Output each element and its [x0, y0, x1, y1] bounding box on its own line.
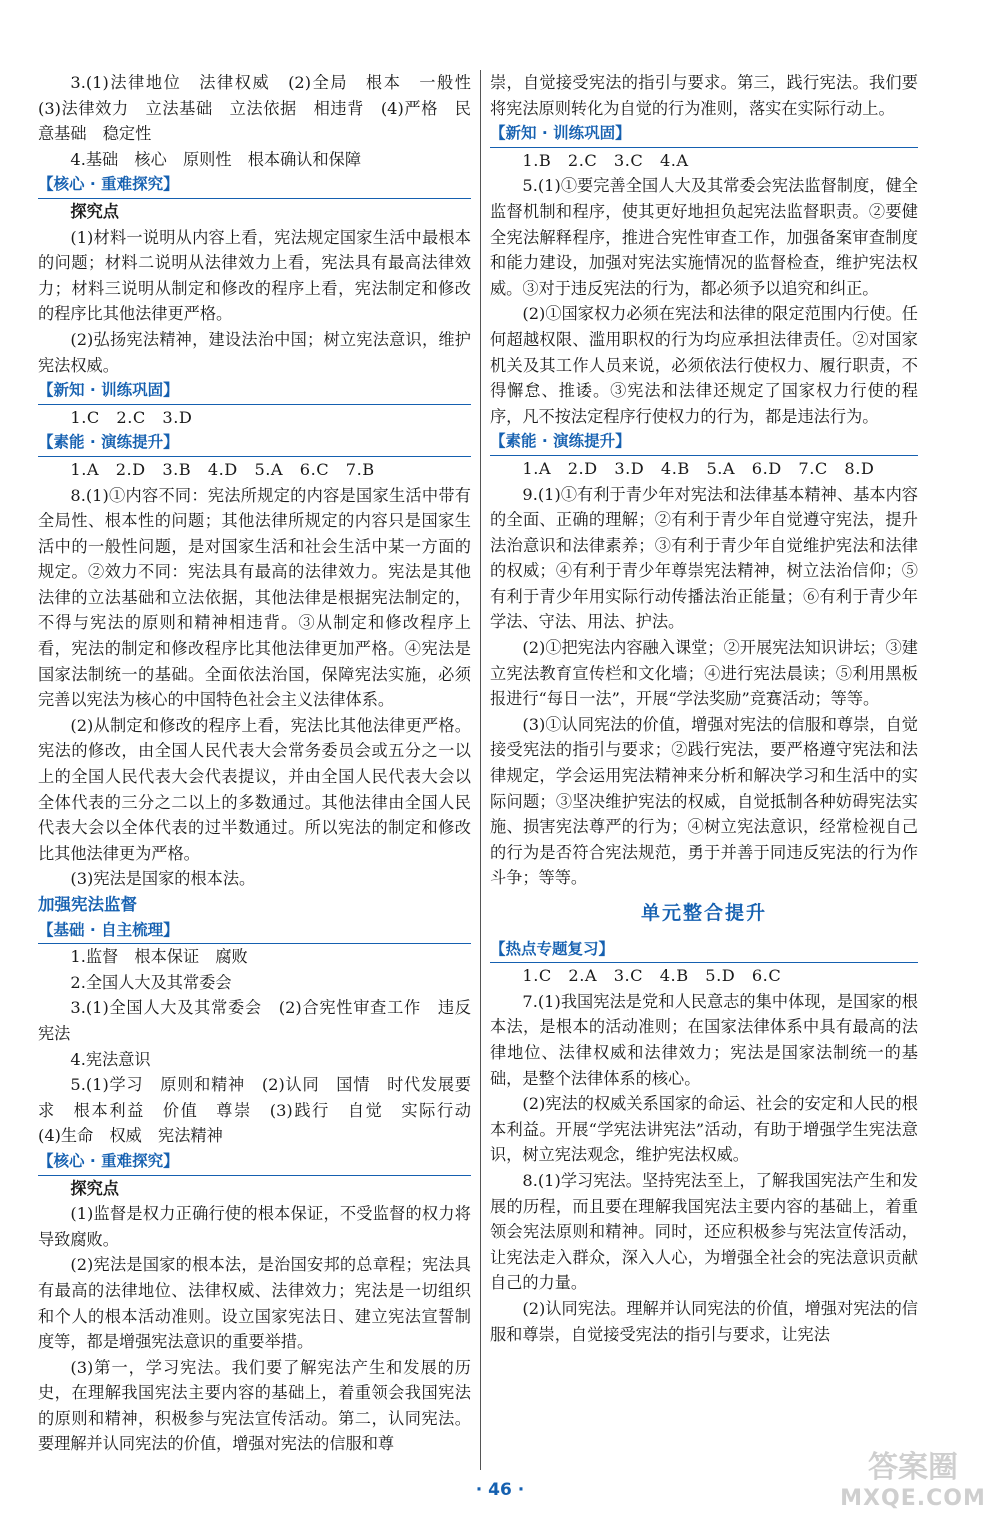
left-column [38, 70, 488, 1457]
answer-9-part-3: (3)①认同宪法的价值，增强对宪法的信服和尊崇，自觉接受宪法的指引与要求；②践行宪法，要严格遵守宪法和法律规定，学会运用宪法精神来分析和解决学习和生活中的实际问题；③坚决维护宪法的权威，自觉抵制各种妨碍宪法实施、损害宪法尊严的行为；④树立宪法意识，经常检视自己的行为是否符合宪法规范，勇于并善于同违反宪法的行为作斗争；等等。 [490, 714, 918, 888]
heading-hot-topics: 【热点专题复习】 [490, 937, 918, 964]
page-number: · 46 · [475, 1480, 525, 1500]
explore2-answer-3: (3)第一，学习宪法。我们要了解宪法产生和发展的历史，在理解我国宪法主要内容的基础上，着重领会我国宪法的原则和精神，积极参与宪法宣传活动。第二，认同宪法。要理解并认同宪法的价值，增强对宪法的信服和尊 [38, 1357, 471, 1454]
answer-9-part-1: 9.(1)①有利于青少年对宪法和法律基本精神、基本内容的全面、正确的理解；②有利于青少年自觉遵守宪法，提升法治意识和法律素养；③有利于青少年自觉维护宪法和法律的权威；④有利于青少年尊崇宪法精神，树立法治信仰；⑤有利于青少年用实际行动传播法治正能量；⑥有利于青少年学法、守法、用法、护法。 [490, 484, 918, 632]
skill-practice-answers-2: 1.A 2.D 3.D 4.B 5.A 6.D 7.C 8.D [522, 458, 875, 478]
answer-3: 3.(1)法律地位 法律权威 (2)全局 根本 一般性 (3)法律效力 立法基础 立法依据 相违背 (4)严格 民意基础 稳定性 [38, 73, 488, 144]
basic-answer-5: 5.(1)学习 原则和精神 (2)认同 国情 时代发展要求 根本利益 价值 尊崇 (3)践行 自觉 实际行动 (4)生命 权威 宪法精神 [38, 1075, 488, 1146]
skill-practice-answers: 1.A 2.D 3.B 4.D 5.A 6.C 7.B [70, 459, 375, 479]
explore-answer-2: (2)弘扬宪法精神，建设法治中国；树立宪法意识，维护宪法权威。 [38, 329, 471, 375]
continued-text: 崇，自觉接受宪法的指引与要求。第三，践行宪法。我们要将宪法原则转化为自觉的行为准则，落实在实际行动上。 [490, 73, 918, 118]
answer-4: 4.基础 核心 原则性 根本确认和保障 [70, 149, 362, 169]
answer-7-part-1: 7.(1)我国宪法是党和人民意志的集中体现，是国家的根本法，是根本的活动准则；在国家法律体系中具有最高的法律地位、法律权威和法律效力；宪法是国家法制统一的基础，是整个法律体系的核心。 [490, 991, 918, 1088]
heading-skill-practice: 【素能 · 演练提升】 [38, 430, 471, 457]
basic-answer-4: 4.宪法意识 [70, 1049, 151, 1069]
basic-answer-2: 2.全国人大及其常委会 [70, 972, 232, 992]
answer-8-part-3: (3)宪法是国家的根本法。 [70, 869, 256, 889]
explore-point-label: 探究点 [70, 201, 119, 221]
answer-7-part-2: (2)宪法的权威关系国家的命运、社会的安定和人民的根本利益。开展“学宪法讲宪法”活动，有助于增强学生宪法意识，树立宪法观念，维护宪法权威。 [490, 1094, 918, 1165]
hot-topics-answers: 1.C 2.A 3.C 4.B 5.D 6.C [522, 966, 782, 986]
answer-8b-part-1: 8.(1)学习宪法。坚持宪法至上，了解我国宪法产生和发展的历程，而且要在理解我国宪法主要内容的基础上，着重领会宪法原则和精神。同时，还应积极参与宪法宣传活动，让宪法走入群众，深入人心，为增强全社会的宪法意识贡献自己的力量。 [490, 1170, 918, 1293]
column-divider [480, 70, 481, 1470]
section-title-supervision: 加强宪法监督 [38, 895, 137, 914]
answer-5-part-2: (2)①国家权力必须在宪法和法律的限定范围内行使。任何超越权限、滥用职权的行为均应承担法律责任。②对国家机关及其工作人员来说，必须依法行使权力、履行职责，不得懈怠、推诿。③宪法和法律还规定了国家权力行使的程序，凡不按法定程序行使权力的行为，都是违法行为。 [490, 304, 918, 426]
watermark-main-text: 答案圈 [868, 1450, 958, 1485]
unit-title: 单元整合提升 [640, 902, 767, 924]
basic-answer-3: 3.(1)全国人大及其常委会 (2)合宪性审查工作 违反宪法 [38, 998, 471, 1043]
explore-point-label-2: 探究点 [70, 1178, 119, 1198]
heading-core-explore-2: 【核心 · 重难探究】 [38, 1149, 471, 1176]
heading-basic-review: 【基础 · 自主梳理】 [38, 918, 471, 945]
heading-core-explore: 【核心 · 重难探究】 [38, 172, 471, 199]
answer-8b-part-2: (2)认同宪法。理解并认同宪法的价值，增强对宪法的信服和尊崇，自觉接受宪法的指引与要求，让宪法 [490, 1298, 918, 1344]
watermark-logo [828, 1450, 998, 1512]
explore2-answer-2: (2)宪法是国家的根本法，是治国安邦的总章程；宪法具有最高的法律地位、法律权威、法律效力；宪法是一切组织和个人的根本活动准则。设立国家宪法日、建立宪法宣誓制度等，都是增强宪法意识的重要举措。 [38, 1255, 471, 1352]
answer-8-part-2: (2)从制定和修改的程序上看，宪法比其他法律更严格。宪法的修改，由全国人民代表大会常务委员会或五分之一以上的全国人民代表大会代表提议，并由全国人民代表大会以全体代表的三分之二以上的多数通过。其他法律由全国人民代表大会以全体代表的过半数通过。所以宪法的制定和修改比其他法律更为严格。 [38, 715, 471, 863]
right-column [490, 70, 918, 1347]
basic-answer-1: 1.监督 根本保证 腐败 [70, 947, 248, 967]
new-knowledge-answers: 1.C 2.C 3.D [70, 407, 193, 427]
heading-skill-practice-2: 【素能 · 演练提升】 [490, 429, 918, 456]
explore2-answer-1: (1)监督是权力正确行使的根本保证，不受监督的权力将导致腐败。 [38, 1204, 471, 1249]
answer-8-part-1: 8.(1)①内容不同：宪法所规定的内容是国家生活中带有全局性、根本性的问题；其他法律所规定的内容只是国家生活中的一般性问题，是对国家生活和社会生活中某一方面的规定。②效力不同：宪法具有最高的法律效力。宪法是其他法律的立法基础和立法依据，其他法律是根据宪法制定的，不得与宪法的原则和精神相违背。③从制定和修改程序上看，宪法的制定和修改程序比其他法律更加严格。④宪法是国家法制统一的基础。全面依法治国，保障宪法实施，必须完善以宪法为核心的中国特色社会主义法律体系。 [38, 485, 471, 710]
explore-answer-1: (1)材料一说明从内容上看，宪法规定国家生活中最根本的问题；材料二说明从法律效力上看，宪法具有最高法律效力；材料三说明从制定和修改的程序上看，宪法制定和修改的程序比其他法律更严格。 [38, 227, 471, 324]
answer-9-part-2: (2)①把宪法内容融入课堂；②开展宪法知识讲坛；③建立宪法教育宣传栏和文化墙；④进行宪法晨读；⑤利用黑板报进行“每日一法”，开展“学法奖励”竞赛活动；等等。 [490, 638, 918, 709]
heading-new-knowledge-2: 【新知 · 训练巩固】 [490, 121, 918, 148]
new-knowledge-answers-2: 1.B 2.C 3.C 4.A [522, 150, 689, 170]
answer-5-part-1: 5.(1)①要完善全国人大及其常委会宪法监督制度，健全监督机制和程序，使其更好地担负起宪法监督职责。②要健全宪法解释程序，推进合宪性审查工作，加强备案审查制度和能力建设，加强对宪法实施情况的监督检查，维护宪法权威。③对于违反宪法的行为，都必须予以追究和纠正。 [490, 176, 918, 298]
heading-new-knowledge: 【新知 · 训练巩固】 [38, 378, 471, 405]
watermark-site-text: MXQE.COM [840, 1486, 986, 1511]
